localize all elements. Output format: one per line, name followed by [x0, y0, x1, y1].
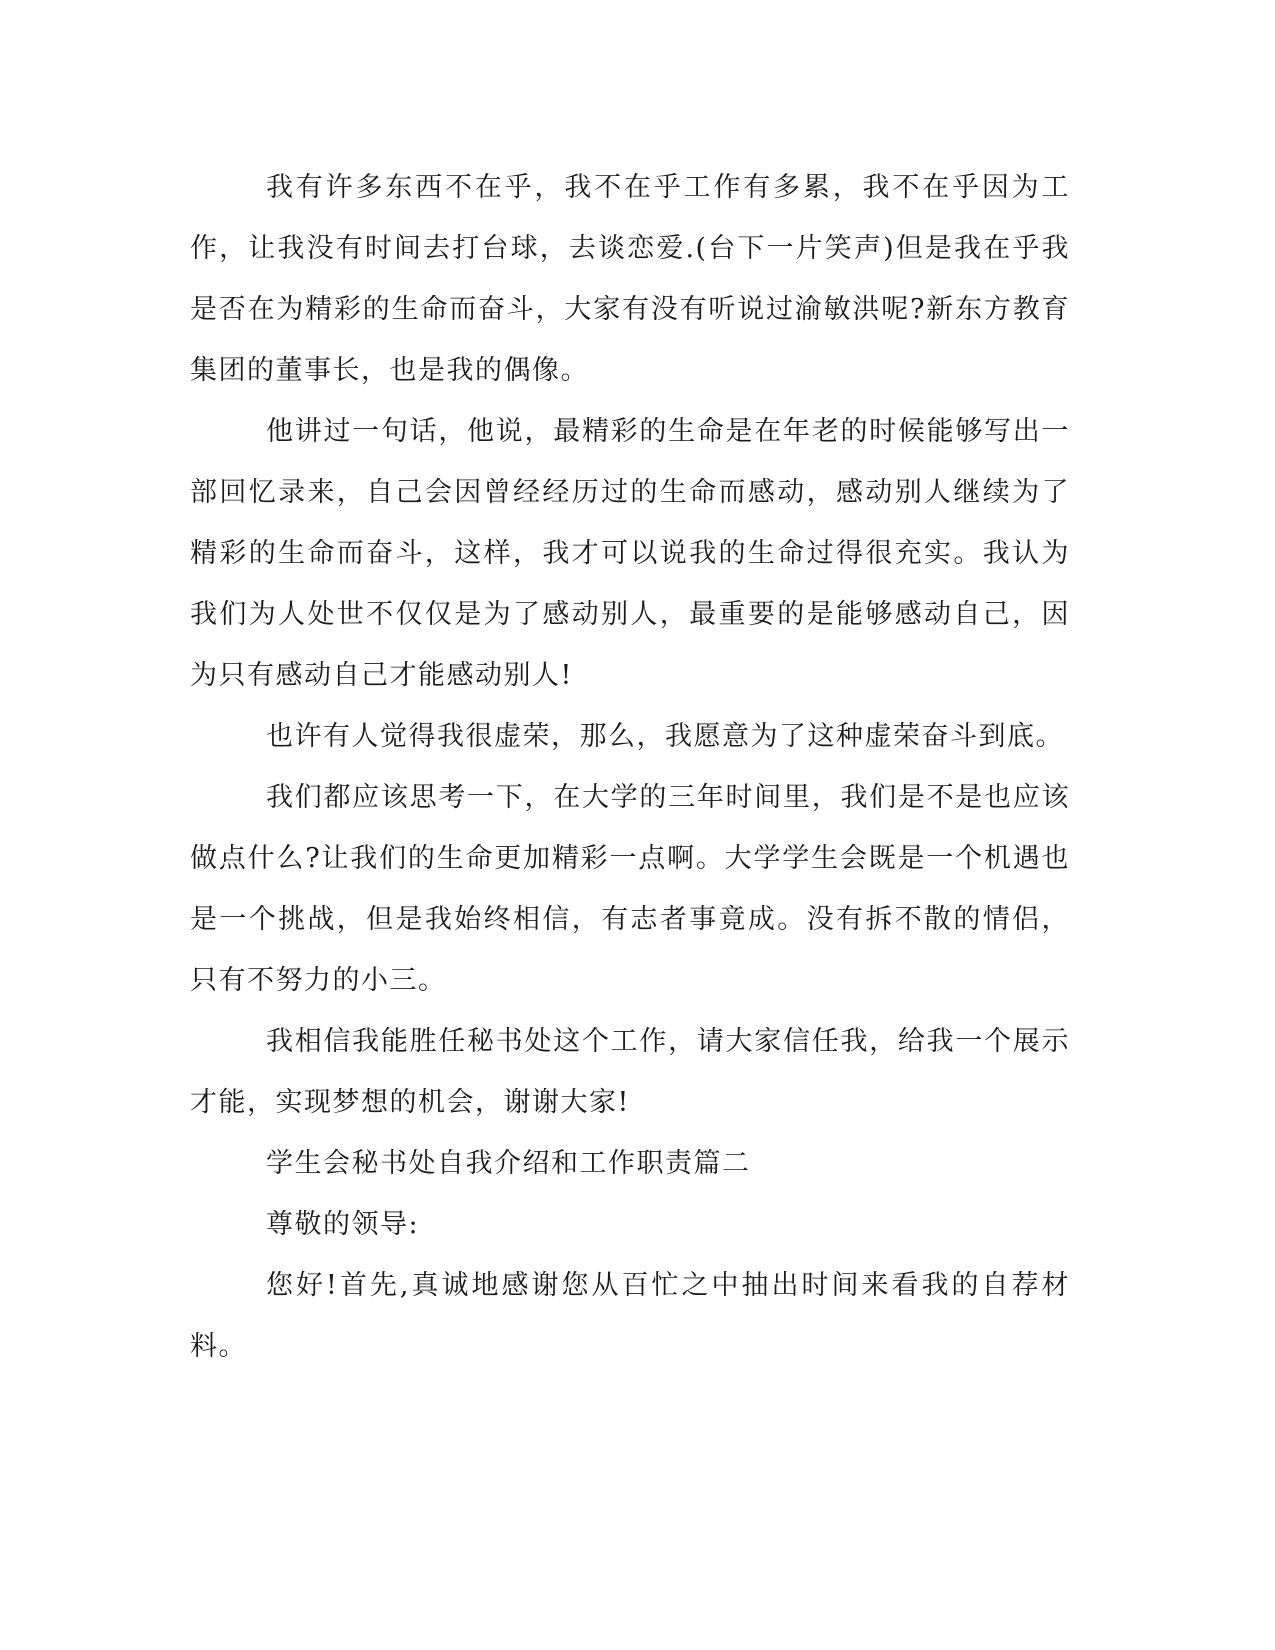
paragraph-1: 我有许多东西不在乎，我不在乎工作有多累，我不在乎因为工作，让我没有时间去打台球，去谈恋爱.(台下一片笑声)但是我在乎我是否在为精彩的生命而奋斗，大家有没有听说过渝敏洪呢?新东方教育集团的董事长，也是我的偶像。 — [190, 172, 1070, 386]
paragraph-3: 也许有人觉得我很虚荣，那么，我愿意为了这种虚荣奋斗到底。 — [266, 721, 1064, 752]
paragraph-2: 他讲过一句话，他说，最精彩的生命是在年老的时候能够写出一部回忆录来，自己会因曾经经历过的生命而感动，感动别人继续为了精彩的生命而奋斗，这样，我才可以说我的生命过得很充实。我认为我们为人处世不仅仅是为了感动别人，最重要的是能够感动自己，因为只有感动自己才能感动别人! — [190, 416, 1070, 691]
paragraph-4: 我们都应该思考一下，在大学的三年时间里，我们是不是也应该做点什么?让我们的生命更加精彩一点啊。大学学生会既是一个机遇也是一个挑战，但是我始终相信，有志者事竟成。没有拆不散的情侣，只有不努力的小三。 — [190, 782, 1070, 996]
document-body — [190, 157, 1070, 1377]
salutation: 尊敬的领导: — [266, 1209, 420, 1240]
paragraph-greeting: 您好!首先,真诚地感谢您从百忙之中抽出时间来看我的自荐材料。 — [190, 1270, 1070, 1362]
section-heading: 学生会秘书处自我介绍和工作职责篇二 — [266, 1148, 751, 1179]
paragraph-5: 我相信我能胜任秘书处这个工作，请大家信任我，给我一个展示才能，实现梦想的机会，谢谢大家! — [190, 1026, 1070, 1118]
